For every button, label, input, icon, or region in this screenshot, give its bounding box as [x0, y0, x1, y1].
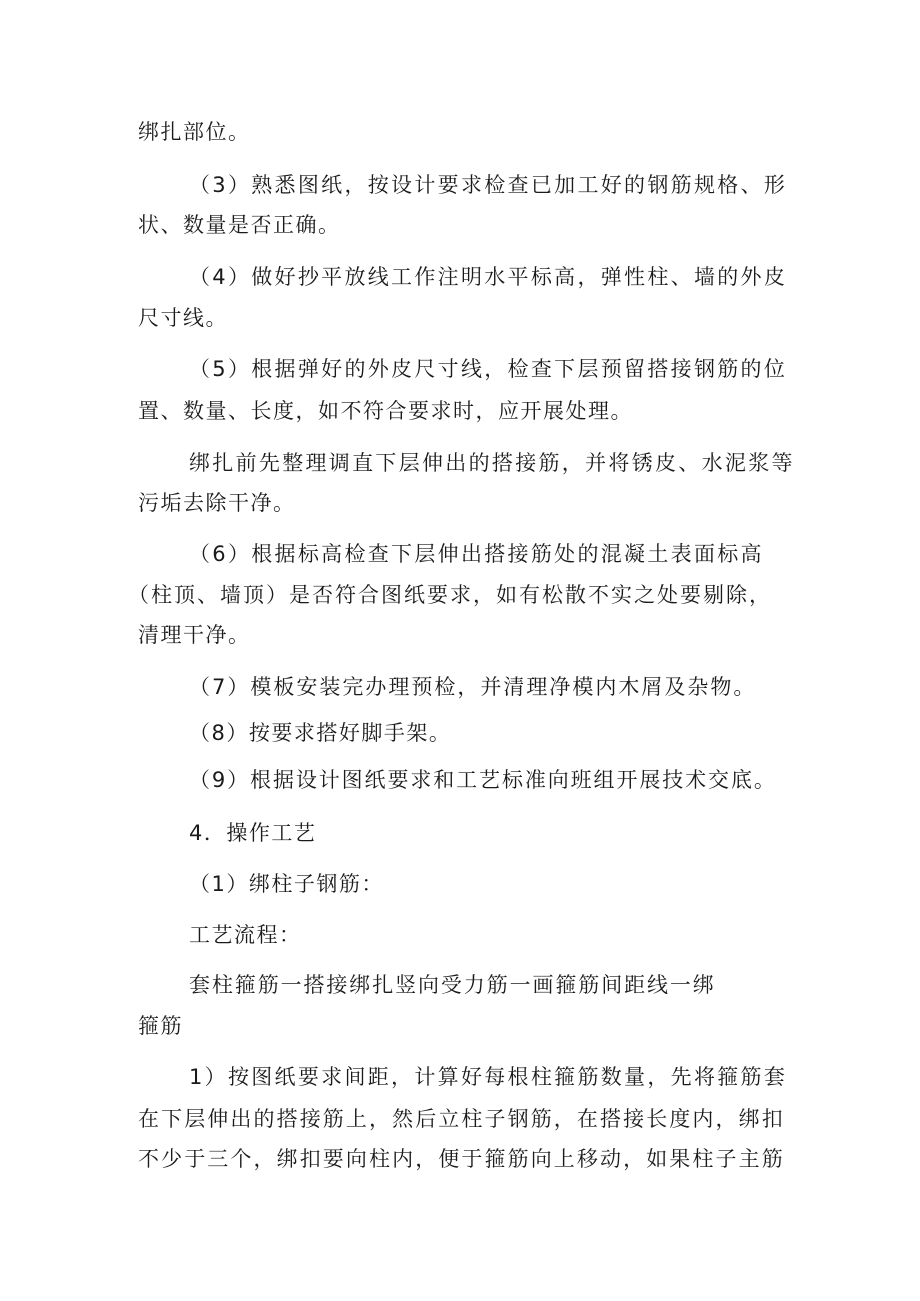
text-line: 绑扎前先整理调直下层伸出的搭接筋，并将锈皮、水泥浆等 [189, 451, 795, 475]
section-heading: 4．操作工艺 [189, 821, 317, 845]
text-line: （柱顶、墙顶）是否符合图纸要求，如有松散不实之处要剔除， [128, 583, 772, 607]
text-line: 污垢去除干净。 [138, 491, 296, 515]
text-line: 工艺流程： [189, 923, 302, 947]
text-line: （1）绑柱子钢筋： [189, 872, 384, 896]
text-line: （3）熟悉图纸，按设计要求检查已加工好的钢筋规格、形 [189, 173, 788, 197]
text-line: 套柱箍筋一搭接绑扎竖向受力筋一画箍筋间距线一绑 [189, 973, 716, 997]
text-line: 尺寸线。 [138, 306, 228, 330]
text-line: 绑扎部位。 [138, 120, 251, 144]
text-line: 清理干净。 [138, 623, 251, 647]
text-line: 箍筋 [138, 1014, 183, 1038]
text-line: 状、数量是否正确。 [138, 213, 341, 237]
text-line: （4）做好抄平放线工作注明水平标高，弹性柱、墙的外皮 [189, 265, 788, 289]
text-line: 1）按图纸要求间距，计算好每根柱箍筋数量，先将箍筋套 [189, 1065, 788, 1089]
text-line: 不少于三个，绑扣要向柱内，便于箍筋向上移动，如果柱子主筋 [138, 1147, 785, 1171]
text-line: （9）根据设计图纸要求和工艺标准向班组开展技术交底。 [189, 768, 777, 792]
text-line: 置、数量、长度，如不符合要求时，应开展处理。 [138, 399, 633, 423]
text-line: （6）根据标高检查下层伸出搭接筋处的混凝土表面标高 [189, 542, 764, 566]
text-line: 在下层伸出的搭接筋上，然后立柱子钢筋，在搭接长度内，绑扣 [138, 1107, 785, 1131]
text-line: （7）模板安装完办理预检，并清理净模内木屑及杂物。 [189, 675, 757, 699]
text-line: （5）根据弹好的外皮尺寸线，检查下层预留搭接钢筋的位 [189, 357, 788, 381]
text-line: （8）按要求搭好脚手架。 [189, 721, 452, 745]
